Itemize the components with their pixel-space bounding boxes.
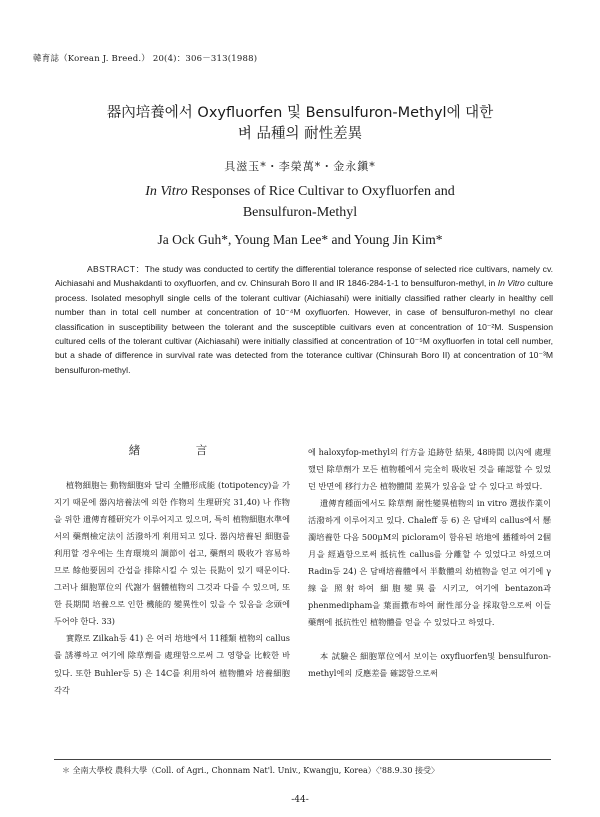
korean-title-line1: 器內培養에서 Oxyfluorfen 및 Bensulfuron-Methyl에 대한 [106,105,494,121]
abstract-label: ABSTRACT： [87,264,145,274]
english-authors: Ja Ock Guh*, Young Man Lee* and Young Jin Kim* [157,232,443,247]
intro-paragraph-4: 遺傳育種面에서도 除草劑 耐性變異植物의 in vitro 選拔作業이 活潑하게 이루어지고 있다. Chaleff 등 6) 은 담배의 callus에서 懸濁培養한 다음 500μM의 picloram이 함유된 培地에 播種하여 2個月을 經過함으로써 抵抗性 callus를 分離할 수 있었다고 하였으며 Radin등 24) 은 담배培養體에서 半數體의 幼植物을 얻고 여기에 γ線을 照射하여 細胞變異를 시키고, 여기에 bentazon과 phenmedipham을 葉面撒布하여 耐性部分을 採取함으로써 이들 藥劑에 抵抗性인 植物體를 얻을 수 있었다고 하였다. [308,498,551,627]
intro-paragraph-2: 實際로 Zilkah등 41) 은 여러 培地에서 11種類 植物의 callus를 誘導하고 여기에 除草劑를 處理함으로써 그 영향을 比較한 바 있다. 또한 Buhler등 5) 은 14C를 利用하여 植物體와 培養細胞 각각 [54,633,290,695]
korean-title-line2: 벼 品種의 耐性差異 [237,126,363,142]
abstract-text-italic: In Vitro [497,278,525,289]
page-number: -44- [291,795,309,805]
english-title-italic: In Vitro [145,184,188,199]
journal-citation: 韓育誌（Korean J. Breed.） 20(4)：306－313(1988) [33,54,258,64]
intro-paragraph-3: 에 haloxyfop-methyl의 行方을 追跡한 結果, 48時間 以內에 處理했던 除草劑가 모든 植物種에서 完全히 吸收된 것을 確認할 수 있었던 반면에 移行力은 植物體間 差異가 있음을 알 수 있다고 하였다. [308,447,551,491]
korean-authors: 具滋玉*・李榮萬*・金永鎭* [224,160,376,173]
intro-paragraph-5: 本 試驗은 細胞單位에서 보이는 oxyfluorfen및 bensulfuron-methyl에의 反應差를 確認함으로써 [308,651,551,678]
abstract [55,262,553,377]
left-column [54,442,290,699]
right-column [308,444,551,682]
introduction-heading: 緖 言 [128,443,230,457]
abstract-text-1: The study was conducted to certify the differential tolerance response of selected rice cultivars, namely cv. Aichiasahi and Mushakdanti to oxyfluorfen, and cv. Chinsurah Boro II and IR 1846-284-1-1 to bensulfuron-methyl, in [55,264,554,289]
english-title-rest: Responses of Rice Cultivar to Oxyfluorfen and [187,184,455,199]
english-title-line2: Bensulfuron-Methyl [242,205,358,220]
abstract-text-2: culture process. Isolated mesophyll single cells of the tolerant cultivar (Aichiasahi) were initially classified rather clearly in healthy cell number than in total cell number at concentration of 10⁻⁴M oxyfluorfen. However, in case of bensulfuron-methyl no clear classification in susceptibility between the tolerant and the susceptible cuitivars even at concentration of 10⁻²M. Suspension cultured cells of the tolerant cultivar (Aichiasahi) were initially classified at concentration of 10⁻⁵M oxyfluorfen in total cell number, but a shade of difference in survival rate was detected from the toterance cultivar (Chinsurah Boro II) at concentration of 10⁻³M bensulfuron-methyl. [55,278,553,375]
footnote-divider [54,759,551,760]
english-title [0,181,600,223]
footnote: ＊ 全南大學校 農科大學（Coll. of Agri., Chonnam Nat'l. Univ., Kwangju, Korea）〈'88.9.30 接受〉 [62,766,439,775]
intro-paragraph-1: 植物細胞는 動物細胞와 달리 全體形成能 (totipotency)을 가지기 때문에 器內培養法에 의한 作物의 生理研究 31,40) 나 作物을 위한 遺傳育種研究가 이루어지고 있으며, 특히 植物細胞水準에서의 藥劑檢定法이 活潑하게 利用되고 있다. 器內培養된 細胞를 利用할 경우에는 生育環境의 調節이 쉽고, 藥劑의 吸收가 容易하므로 餘他要因의 간섭을 排除시킬 수 있는 長點이 있기 때문이다. 그러나 細胞單位의 代謝가 個體植物의 그것과 다를 수 있으며, 또한 長期間 培養으로 인한 機能的 變異性이 있을 수 있음을 念頭에 두어야 한다. 33) [54,480,290,627]
korean-title [0,103,600,145]
